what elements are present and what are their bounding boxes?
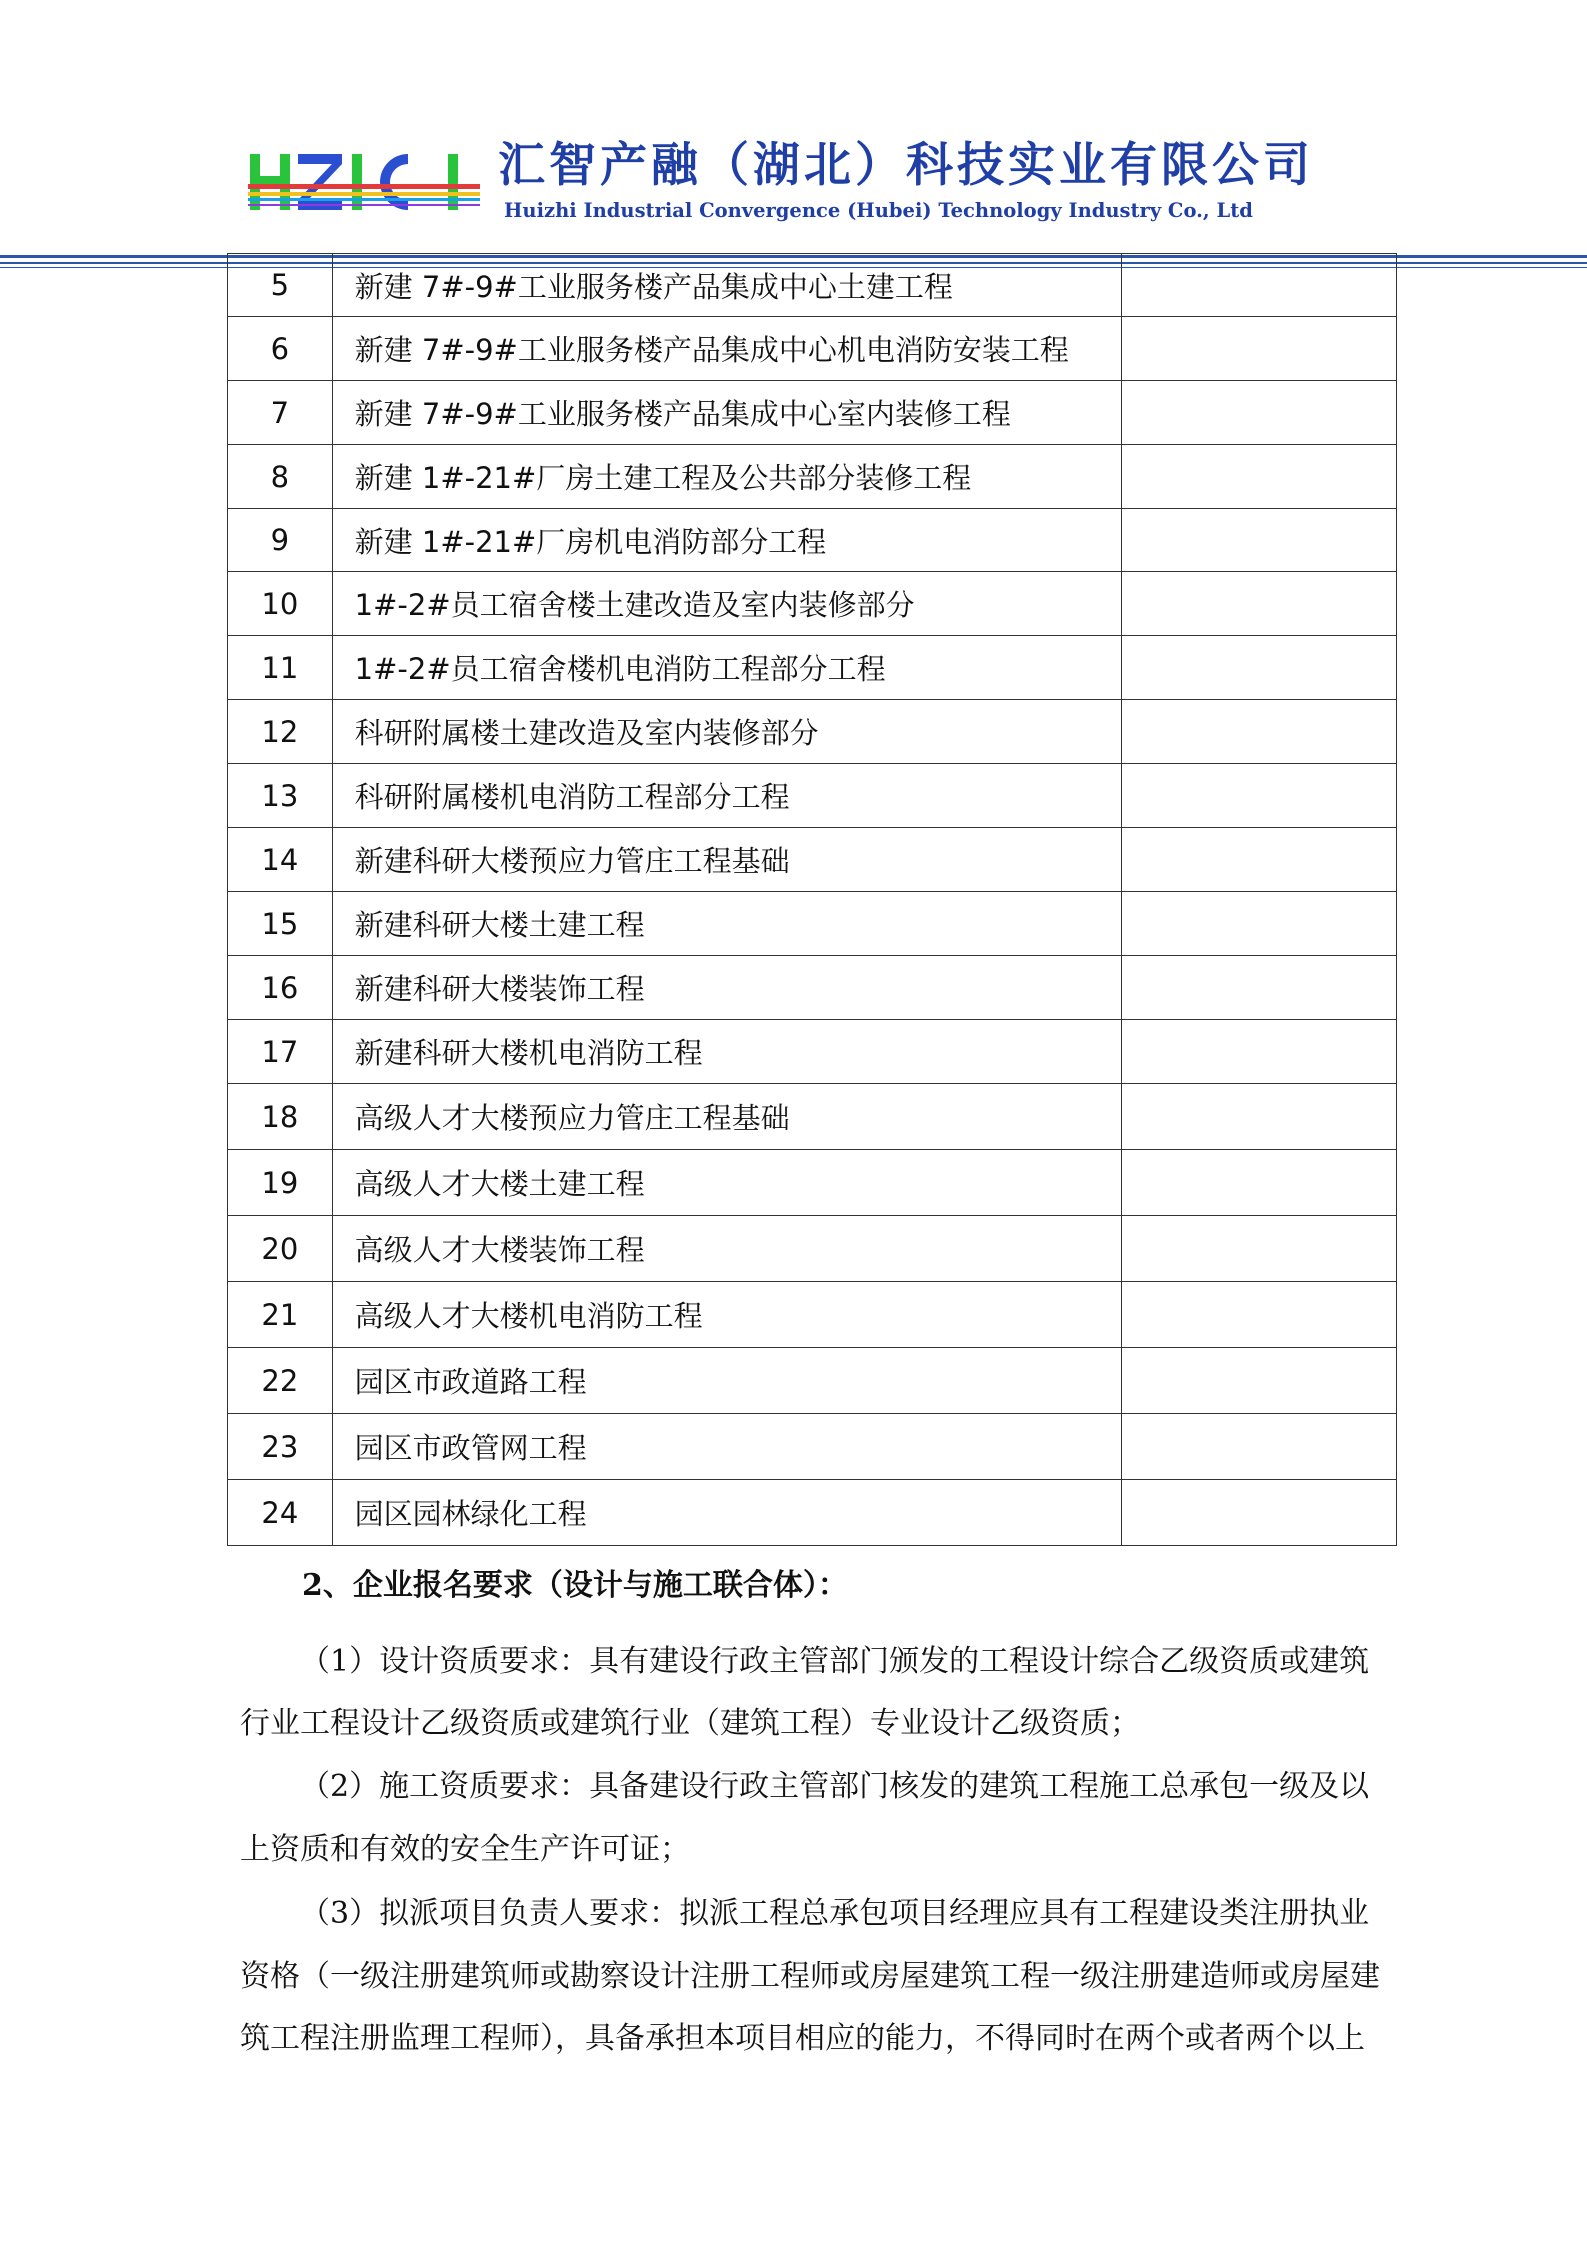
row-project-name-cell — [332, 254, 1122, 317]
row-number: 5 — [228, 254, 333, 317]
row-number: 7 — [228, 381, 333, 445]
row-remark — [1122, 828, 1397, 892]
row-number: 17 — [228, 1020, 333, 1084]
table-row — [228, 1084, 1397, 1150]
row-project-name-cell — [332, 1020, 1122, 1084]
row-project-name: 1#-2#员工宿舍楼土建改造及室内装修部分 — [354, 588, 915, 622]
row-project-name-cell — [332, 1150, 1122, 1216]
row-remark — [1122, 1348, 1397, 1414]
table-row — [228, 892, 1397, 956]
row-remark — [1122, 1480, 1397, 1546]
table-row — [228, 317, 1397, 381]
row-number: 16 — [228, 956, 333, 1020]
row-project-name-cell — [332, 764, 1122, 828]
row-project-name-cell — [332, 509, 1122, 572]
row-project-name-cell — [332, 1414, 1122, 1480]
row-project-name: 新建 1#-21#厂房机电消防部分工程 — [354, 524, 827, 559]
row-project-name: 1#-2#员工宿舍楼机电消防工程部分工程 — [354, 652, 886, 686]
row-project-name-cell — [332, 1084, 1122, 1150]
table-row — [228, 254, 1397, 317]
row-project-name: 新建科研大楼预应力管庄工程基础 — [354, 844, 790, 878]
paragraph-line: （2）施工资质要求：具备建设行政主管部门核发的建筑工程施工总承包一级及以 — [300, 1769, 1370, 1804]
row-project-name-cell — [332, 1282, 1122, 1348]
row-number: 15 — [228, 892, 333, 956]
paragraph-line: 筑工程注册监理工程师），具备承担本项目相应的能力，不得同时在两个或者两个以上 — [240, 2021, 1365, 2056]
row-project-name-cell — [332, 636, 1122, 700]
row-project-name: 科研附属楼土建改造及室内装修部分 — [354, 716, 819, 750]
row-project-name-cell — [332, 572, 1122, 636]
letterhead — [0, 0, 1587, 270]
row-number: 20 — [228, 1216, 333, 1282]
row-remark — [1122, 1084, 1397, 1150]
table-row — [228, 1348, 1397, 1414]
paragraph-line: 行业工程设计乙级资质或建筑行业（建筑工程）专业设计乙级资质； — [240, 1706, 1140, 1741]
row-project-name: 新建 1#-21#厂房土建工程及公共部分装修工程 — [354, 461, 972, 495]
row-project-name: 新建 7#-9#工业服务楼产品集成中心机电消防安装工程 — [354, 333, 1069, 367]
table-row — [228, 764, 1397, 828]
row-number: 13 — [228, 764, 333, 828]
row-project-name: 园区园林绿化工程 — [354, 1497, 587, 1531]
table-row — [228, 1020, 1397, 1084]
row-project-name-cell — [332, 1216, 1122, 1282]
row-project-name: 高级人才大楼土建工程 — [354, 1167, 645, 1201]
row-remark — [1122, 572, 1397, 636]
row-project-name: 新建科研大楼装饰工程 — [354, 972, 645, 1006]
row-number: 18 — [228, 1084, 333, 1150]
row-remark — [1122, 317, 1397, 381]
table-row — [228, 956, 1397, 1020]
row-number: 22 — [228, 1348, 333, 1414]
row-remark — [1122, 1216, 1397, 1282]
row-remark — [1122, 509, 1397, 572]
row-number: 24 — [228, 1480, 333, 1546]
table-row — [228, 509, 1397, 572]
row-remark — [1122, 892, 1397, 956]
row-project-name: 园区市政道路工程 — [354, 1365, 587, 1399]
paragraph-line: 上资质和有效的安全生产许可证； — [240, 1832, 690, 1867]
paragraph-line: （1）设计资质要求：具有建设行政主管部门颁发的工程设计综合乙级资质或建筑 — [300, 1644, 1370, 1679]
row-project-name-cell — [332, 956, 1122, 1020]
row-project-name: 新建科研大楼土建工程 — [354, 908, 645, 942]
row-project-name-cell — [332, 381, 1122, 445]
table-row — [228, 381, 1397, 445]
row-number: 21 — [228, 1282, 333, 1348]
table-row — [228, 1480, 1397, 1546]
row-project-name-cell — [332, 892, 1122, 956]
table-row — [228, 636, 1397, 700]
table-row — [228, 828, 1397, 892]
project-items-table — [227, 253, 1397, 1546]
row-number: 6 — [228, 317, 333, 381]
row-project-name: 高级人才大楼预应力管庄工程基础 — [354, 1101, 790, 1135]
row-number: 14 — [228, 828, 333, 892]
row-remark — [1122, 956, 1397, 1020]
company-logo — [248, 140, 480, 222]
row-remark — [1122, 1020, 1397, 1084]
row-project-name: 科研附属楼机电消防工程部分工程 — [354, 780, 790, 814]
row-project-name-cell — [332, 317, 1122, 381]
section-heading: 2、企业报名要求（设计与施工联合体）： — [302, 1568, 848, 1603]
row-project-name-cell — [332, 445, 1122, 509]
row-project-name-cell — [332, 1348, 1122, 1414]
row-remark — [1122, 700, 1397, 764]
paragraph-line: 资格（一级注册建筑师或勘察设计注册工程师或房屋建筑工程一级注册建造师或房屋建 — [240, 1959, 1380, 1994]
table-row — [228, 700, 1397, 764]
row-remark — [1122, 1414, 1397, 1480]
table-row — [228, 1150, 1397, 1216]
row-project-name: 高级人才大楼装饰工程 — [354, 1233, 645, 1267]
row-number: 23 — [228, 1414, 333, 1480]
row-remark — [1122, 636, 1397, 700]
row-project-name-cell — [332, 1480, 1122, 1546]
table-row — [228, 445, 1397, 509]
table-row — [228, 572, 1397, 636]
row-number: 10 — [228, 572, 333, 636]
company-name-cn: 汇智产融（湖北）科技实业有限公司 — [498, 138, 1314, 193]
row-remark — [1122, 764, 1397, 828]
row-remark — [1122, 381, 1397, 445]
row-number: 9 — [228, 509, 333, 572]
row-remark — [1122, 254, 1397, 317]
row-project-name: 新建科研大楼机电消防工程 — [354, 1036, 703, 1070]
row-number: 12 — [228, 700, 333, 764]
row-remark — [1122, 445, 1397, 509]
row-project-name: 园区市政管网工程 — [354, 1431, 587, 1465]
row-project-name: 新建 7#-9#工业服务楼产品集成中心室内装修工程 — [354, 397, 1011, 431]
row-number: 19 — [228, 1150, 333, 1216]
row-number: 8 — [228, 445, 333, 509]
table-row — [228, 1282, 1397, 1348]
row-number: 11 — [228, 636, 333, 700]
row-project-name-cell — [332, 828, 1122, 892]
table-row — [228, 1216, 1397, 1282]
row-remark — [1122, 1282, 1397, 1348]
row-project-name: 高级人才大楼机电消防工程 — [354, 1299, 703, 1333]
row-remark — [1122, 1150, 1397, 1216]
row-project-name: 新建 7#-9#工业服务楼产品集成中心土建工程 — [354, 269, 953, 304]
company-name-en: Huizhi Industrial Convergence (Hubei) Technology Industry Co., Ltd — [504, 199, 1253, 222]
paragraph-line: （3）拟派项目负责人要求：拟派工程总承包项目经理应具有工程建设类注册执业 — [300, 1896, 1370, 1931]
table-row — [228, 1414, 1397, 1480]
row-project-name-cell — [332, 700, 1122, 764]
